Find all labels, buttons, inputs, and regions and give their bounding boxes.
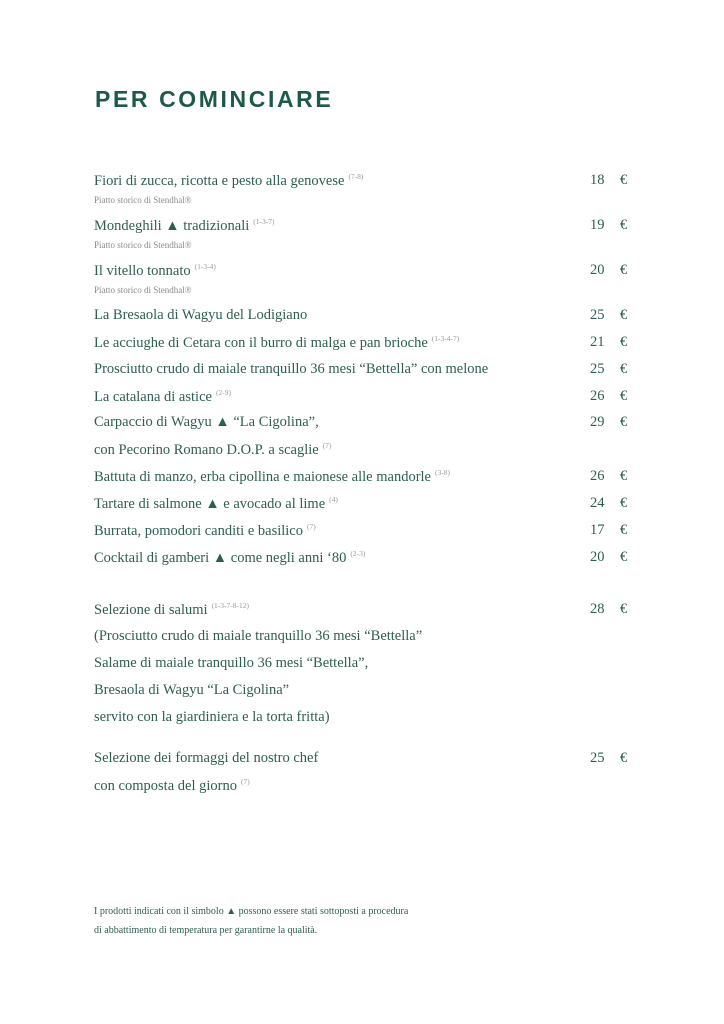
item-name: Bresaola di Wagyu “La Cigolina” [94,682,290,698]
menu-item [94,777,250,795]
item-note: Piatto storico di Stendhal® [94,285,192,295]
menu-item [94,750,318,767]
menu-item [94,709,330,726]
currency-symbol: € [620,522,628,538]
menu-item [94,388,231,406]
menu-item [94,655,368,672]
menu-item [94,334,459,352]
item-name: Tartare di salmone ▲ e avocado al lime [94,496,326,512]
menu-item [94,628,422,645]
item-price: 18 [590,172,605,188]
footnote [94,902,408,940]
currency-symbol: € [620,601,628,617]
item-name: Cocktail di gamberi ▲ come negli anni ‘80 [94,550,347,566]
currency-symbol: € [620,361,628,377]
item-name: con Pecorino Romano D.O.P. a scaglie [94,442,319,458]
item-price: 26 [590,468,605,484]
menu-item [94,414,319,431]
menu-item [94,361,488,378]
allergen-codes: (2-9) [215,388,231,397]
item-name: (Prosciutto crudo di maiale tranquillo 36 mesi “Bettella” [94,628,423,644]
item-name: La Bresaola di Wagyu del Lodigiano [94,307,308,323]
menu-item [94,262,216,280]
item-note: Piatto storico di Stendhal® [94,240,192,250]
menu-item [94,172,363,190]
allergen-codes: (7) [240,777,250,786]
item-price: 25 [590,307,605,323]
allergen-codes: (2-3) [350,549,366,558]
menu-item [94,468,450,486]
item-price: 20 [590,549,605,565]
allergen-codes: (7) [322,441,332,450]
item-price: 20 [590,262,605,278]
currency-symbol: € [620,388,628,404]
item-price: 26 [590,388,605,404]
item-price: 24 [590,495,605,511]
allergen-codes: (1-3-4) [194,262,216,271]
menu-item [94,549,365,567]
menu-item [94,522,316,540]
allergen-codes: (3-8) [435,468,450,477]
item-price: 17 [590,522,605,538]
item-name: Carpaccio di Wagyu ▲ “La Cigolina”, [94,414,319,430]
item-name: servito con la giardiniera e la torta fritta) [94,709,330,725]
allergen-codes: (4) [329,495,338,504]
currency-symbol: € [620,495,628,511]
currency-symbol: € [620,217,628,233]
item-price: 28 [590,601,605,617]
currency-symbol: € [620,334,628,350]
item-price: 25 [590,750,605,766]
item-name: Fiori di zucca, ricotta e pesto alla genovese [94,173,345,189]
currency-symbol: € [620,172,628,188]
currency-symbol: € [620,468,628,484]
item-name: Le acciughe di Cetara con il burro di malga e pan brioche [94,335,428,351]
item-name: Mondeghili ▲ tradizionali [94,218,250,234]
item-name: Selezione dei formaggi del nostro chef [94,750,319,766]
currency-symbol: € [620,549,628,565]
menu-item [94,601,249,619]
footnote-line: di abbattimento di temperatura per garantirne la qualità. [94,925,318,936]
currency-symbol: € [620,414,628,430]
currency-symbol: € [620,750,628,766]
item-name: Prosciutto crudo di maiale tranquillo 36 mesi “Bettella” con melone [94,361,489,377]
item-note: Piatto storico di Stendhal® [94,195,192,205]
item-price: 21 [590,334,605,350]
allergen-codes: (7) [306,522,316,531]
item-name: La catalana di astice [94,389,212,405]
item-price: 25 [590,361,605,377]
menu-item [94,217,275,235]
allergen-codes: (1-3-7) [253,217,275,226]
footnote-line: I prodotti indicati con il simbolo ▲ possono essere stati sottoposti a procedura [94,906,409,917]
item-name: Battuta di manzo, erba cipollina e maionese alle mandorle [94,469,431,485]
item-price: 19 [590,217,605,233]
item-price: 29 [590,414,605,430]
item-name: Burrata, pomodori canditi e basilico [94,523,303,539]
currency-symbol: € [620,307,628,323]
page-title: PER COMINCIARE [95,86,334,112]
allergen-codes: (7-8) [348,172,364,181]
item-name: Selezione di salumi [94,602,208,618]
item-name: con composta del giorno [94,778,237,794]
menu-item [94,495,338,513]
allergen-codes: (1-3-7-8-12) [211,601,250,610]
menu-item [94,441,331,459]
allergen-codes: (1-3-4-7) [431,334,460,343]
currency-symbol: € [620,262,628,278]
item-name: Salame di maiale tranquillo 36 mesi “Bettella”, [94,655,369,671]
item-name: Il vitello tonnato [94,263,191,279]
menu-item [94,307,307,324]
menu-item [94,682,289,699]
